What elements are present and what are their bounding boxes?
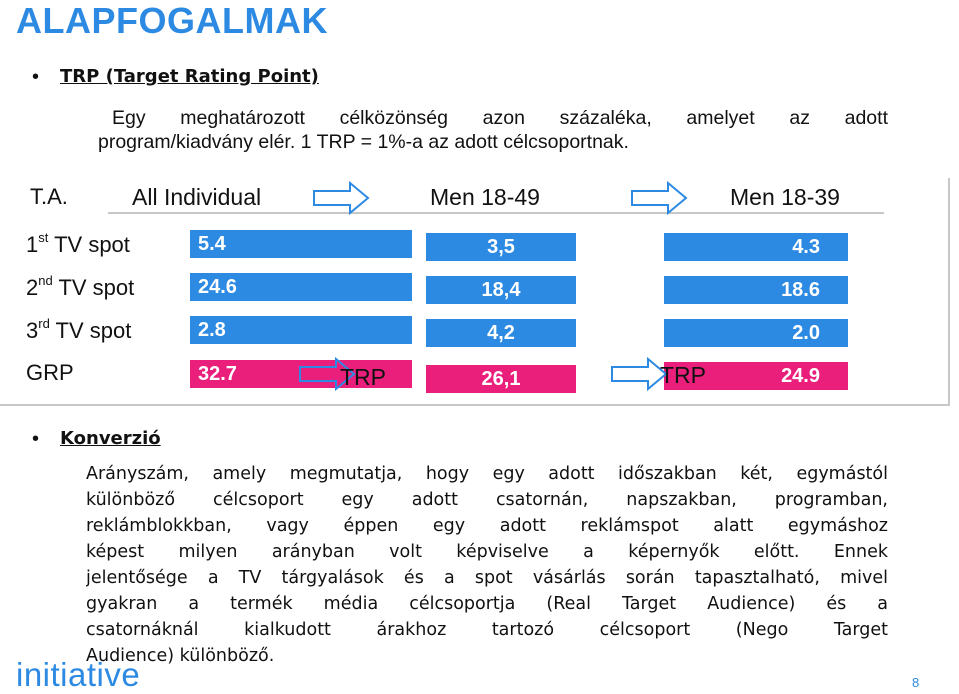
slide-title: ALAPFOGALMAK [16,0,328,41]
cell-all-individual: 24.6 [190,273,412,301]
table-right-border [948,178,950,406]
cell-all-individual: 5.4 [190,230,412,258]
target-audience-label: T.A. [30,184,68,209]
konverzio-line: különböző célcsoport egy adott csatornán, napszakban, programban, [86,490,888,510]
konverzio-line: Audience) különböző. [86,646,275,666]
arrow-right-icon [630,180,688,216]
konverzio-line: reklámblokkban, vagy éppen egy adott reklámspot alatt egymáshoz [86,516,888,536]
row-ordinal: 1 [26,232,39,257]
cell-trp-men-18-49: 26,1 [426,365,576,393]
initiative-logo: initiative [16,656,141,693]
row-label-text: TV spot [55,318,132,343]
trp-heading: TRP (Target Rating Point) [60,66,319,87]
cell-grp-all-individual: 32.7 [190,360,412,388]
row-label-3rd-spot [26,318,131,344]
cell-trp-men-18-39: 24.9 [664,362,848,390]
konverzio-line: Arányszám, amely megmutatja, hogy egy adott időszakban két, egymástól [86,464,888,484]
konverzio-line: gyakran a termék média célcsoportja (Real Target Audience) és a [86,594,888,614]
row-label-2nd-spot [26,275,134,301]
trp-definition [98,106,888,154]
bullet-dot: • [32,66,40,88]
cell-men-18-39: 2.0 [664,319,848,347]
cell-men-18-49: 3,5 [426,233,576,261]
header-divider [108,212,884,214]
cell-men-18-39: 4.3 [664,233,848,261]
row-label-text: TV spot [54,232,130,257]
row-label-text: TV spot [58,275,135,300]
trp-definition-line: Egy meghatározott célközönség azon százaléka, amelyet az adott [112,107,888,129]
trp-definition-line: program/kiadvány elér. 1 TRP = 1%-a az adott célcsoportnak. [98,131,629,153]
row-ordinal: 2 [26,275,39,300]
trp-label: TRP [340,364,386,390]
cell-all-individual: 2.8 [190,316,412,344]
row-ordinal-suffix: st [38,230,49,245]
page-number: 8 [912,675,920,690]
row-ordinal-suffix: rd [38,316,50,331]
konverzio-line: képest milyen arányban volt képviselve a képernyők előtt. Ennek [86,542,888,562]
konverzio-heading: Konverzió [60,428,161,449]
row-ordinal-suffix: nd [38,273,53,288]
column-header-men-18-49: Men 18-49 [430,184,540,210]
konverzio-line: jelentősége a TV tárgyalások és a spot vásárlás során tapasztalható, mivel [86,568,888,588]
trp-label: TRP [660,362,706,388]
table-bottom-border [0,404,950,406]
bullet-dot: • [32,428,40,450]
row-label-grp: GRP [26,360,74,385]
konverzio-line: csatornáknál kialkudott árakhoz tartozó célcsoport (Nego Target [86,620,888,640]
row-ordinal: 3 [26,318,39,343]
cell-men-18-49: 18,4 [426,276,576,304]
row-label-1st-spot [26,232,130,258]
column-header-all-individual: All Individual [132,184,262,210]
konverzio-definition [86,461,888,669]
cell-men-18-49: 4,2 [426,319,576,347]
cell-men-18-39: 18.6 [664,276,848,304]
arrow-right-icon [312,180,370,216]
column-header-men-18-39: Men 18-39 [730,184,840,210]
